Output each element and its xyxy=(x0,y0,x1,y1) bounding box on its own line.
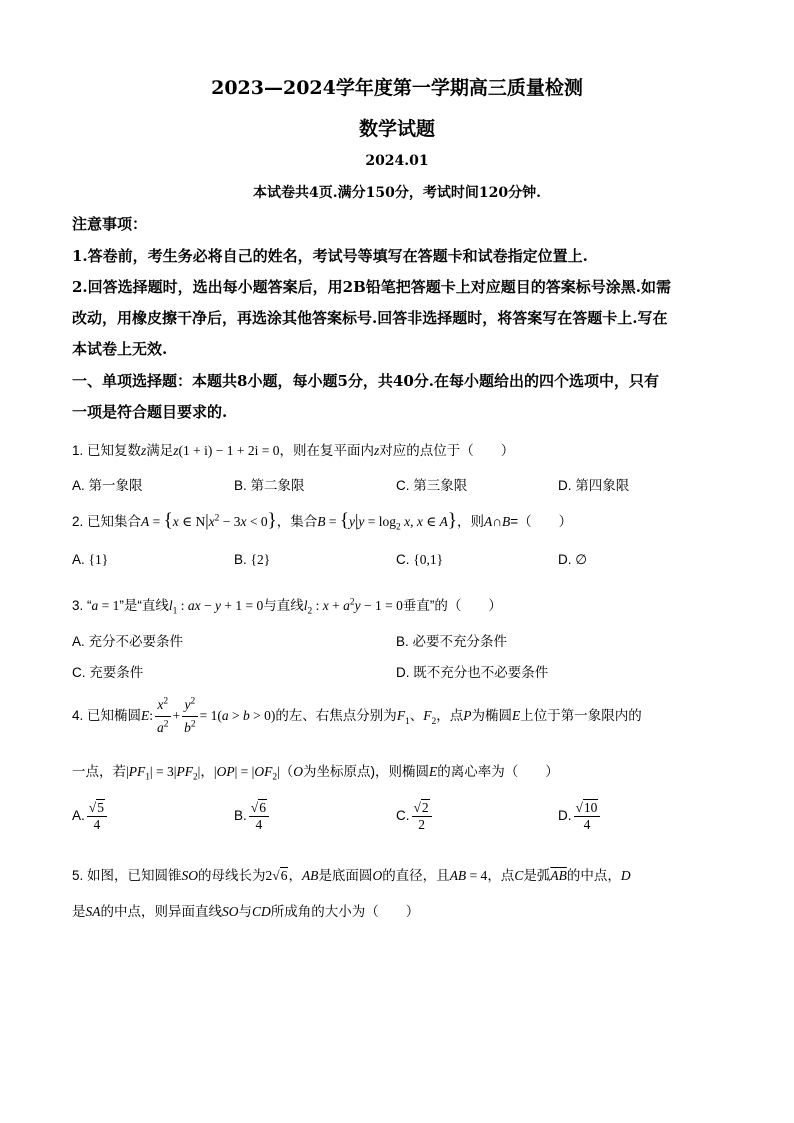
question-1-stem: 1. 已知复数z满足z(1 + i) − 1 + 2i = 0，则在复平面内z对应的点位于（ ） xyxy=(72,443,515,458)
q3-option-b: B. 必要不充分条件 xyxy=(396,634,508,649)
q3-option-c: C. 充要条件 xyxy=(72,665,144,680)
notes-item-1: 1.答卷前，考生务必将自己的姓名，考试号等填写在答题卡和试卷指定位置上. xyxy=(72,247,588,265)
section-heading-line-2: 一项是符合题目要求的. xyxy=(72,403,228,421)
section-heading-line-1: 一、单项选择题：本题共8小题，每小题5分，共40分.在每小题给出的四个选项中，只有 xyxy=(72,372,659,390)
q3-option-d: D. 既不充分也不必要条件 xyxy=(396,665,549,680)
q1-text-c: ，则在复平面内 xyxy=(279,443,374,458)
q1-text-a: 1. 已知复数 xyxy=(72,443,142,458)
q1-option-c: C. 第三象限 xyxy=(396,478,468,493)
question-3-stem: 3. “a = 1”是“直线$l_1$ : ax − y + 1 = 0与直线$l_2$ : $x + a^2y - 1 = 0$垂直”的（ ） xyxy=(72,597,502,617)
exam-subtitle: 数学试题 xyxy=(358,118,435,140)
notes-item-2-line-3: 本试卷上无效. xyxy=(72,340,168,358)
q2-option-d: D. ∅ xyxy=(558,552,588,567)
q4-option-b: B. $\frac{√6}{4}$ xyxy=(234,800,271,833)
notes-heading: 注意事项： xyxy=(72,215,148,233)
question-4-stem-line-2: 一点，若$|PF_1| = 3|PF_2|$，$|OP| = |OF_2|(O$为坐标原点)，则椭圆E的离心率为（ ） xyxy=(72,764,559,783)
q2-option-a: A. {1} xyxy=(72,552,109,567)
exam-date: 2024.01 xyxy=(365,153,429,169)
q2-math-set-a: A xyxy=(141,514,150,529)
exam-info: 本试卷共4页.满分150分，考试时间120分钟. xyxy=(253,185,541,201)
q3-option-a: A. 充分不必要条件 xyxy=(72,634,184,649)
q1-option-b: B. 第二象限 xyxy=(234,478,305,493)
q4-option-a: A. $\frac{√5}{4}$ xyxy=(72,800,109,833)
q2-option-b: B. {2} xyxy=(234,552,271,567)
question-4-stem-line-1: 4. 已知椭圆E: $\frac{x^2}{a^2}$ + $\frac{y^2}{b^2}$ = 1(a > b > 0)的左、右焦点分别为$F_1$、$F_2$，点P为椭圆E上位于第一象限内的 xyxy=(72,694,642,739)
question-5-stem-line-2: 是SA的中点，则异面直线SO与CD所成角的大小为（ ） xyxy=(72,904,420,919)
q4-option-d: D. $\frac{√10}{4}$ xyxy=(558,800,602,833)
notes-item-2-line-2: 改动，用橡皮擦干净后，再选涂其他答案标号.回答非选择题时，将答案写在答题卡上.写在 xyxy=(72,309,668,327)
q1-math-z: z xyxy=(141,443,147,458)
q1-text-d: 对应的点位于（ ） xyxy=(379,443,515,458)
question-5-stem-line-1: 5. 如图，已知圆锥SO的母线长为2√6，AB是底面圆O的直径，且AB = 4，点C是弧$\overline{AB}$的中点，D xyxy=(72,868,631,883)
q1-option-a: A. 第一象限 xyxy=(72,478,143,493)
q1-option-d: D. 第四象限 xyxy=(558,478,630,493)
notes-item-2-line-1: 2.回答选择题时，选出每小题答案后，用2B铅笔把答题卡上对应题目的答案标号涂黑.如需 xyxy=(72,278,672,296)
q1-text-b: 满足 xyxy=(146,443,174,458)
exam-title: 2023—2024学年度第一学期高三质量检测 xyxy=(211,77,583,99)
question-2-stem: 2. 已知集合A = {x ∈ $N|x^2 - 3x < 0$}，集合$B = \{y|y = \log_2 x$, x ∈ A}，则A∩B=（ ） xyxy=(72,510,573,533)
q4-option-c: C. $\frac{√2}{2}$ xyxy=(396,800,434,833)
q1-math-equation: z xyxy=(173,443,179,458)
q2-math-set-b: B xyxy=(317,514,326,529)
q2-option-c: C. {0,1} xyxy=(396,552,444,567)
